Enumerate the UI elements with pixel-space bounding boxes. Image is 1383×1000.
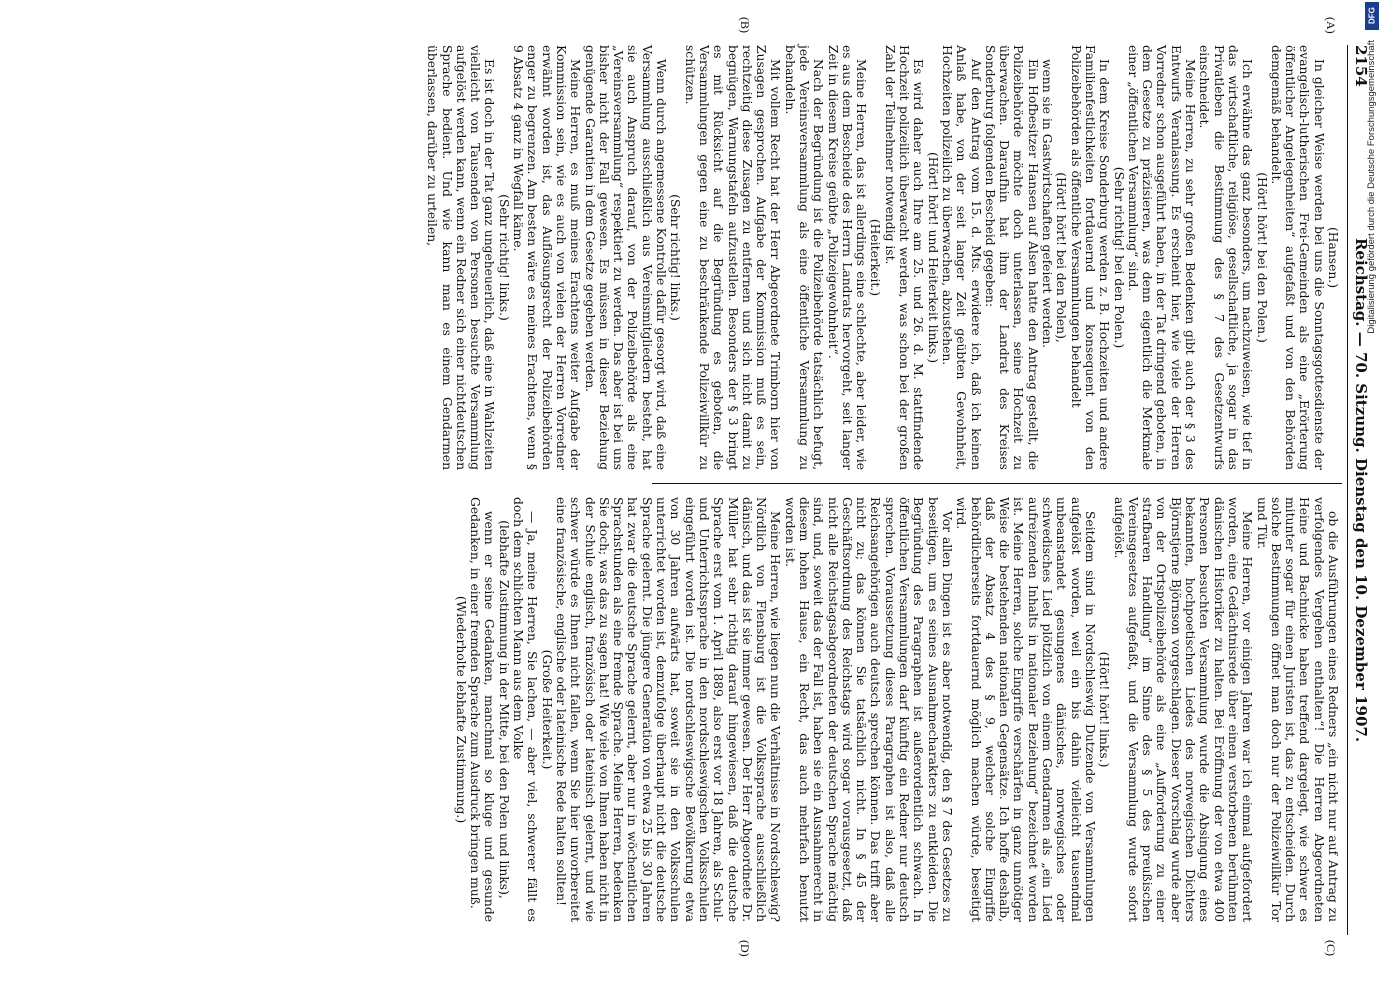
column-divider — [652, 483, 1342, 484]
paragraph: Es wird daher auch Ihre am 25. und 26. d. M. stattfindende Hochzeit polizeilich überwacht werden, was schon bei der großen Zahl der Teilnehmer notwendig ist. — [882, 45, 926, 470]
paragraph: (Wiederholte lebhafte Zustimmung.) — [453, 595, 468, 824]
left-column — [425, 45, 1340, 470]
paragraph: Mit vollem Recht hat der Herr Abgeordnete Trimborn hier von Zusagen gesprochen. Aufgabe der Kommission muß es sein, rechtzeitig diese Zusagen zu entfernen und sich nicht damit zu begnügen, Warnungstafeln aufzustellen. Besonders der § 3 bringt es mit Rücksicht auf die Begründung es geboten, die Versammlungen gegen eine zu beschränkende Polizeiwillkür zu schützen. — [682, 45, 783, 470]
paragraph: ob die Ausführungen eines Redners „ein nicht nur auf Antrag zu verfolgendes Vergehen enthalten“! Die Herren Abgeordneten Heine und Bachnicke haben treffend dargelegt, wie schwer es mitunter sogar für einen Juristen ist, das zu entscheiden. Durch solche Bestimmungen öffnet man doch nur der Polizeiwillkür Tor und Tür. — [1254, 497, 1340, 922]
paragraph: Meine Herren, zu sehr großen Bedenken gibt auch der § 3 des Entwurfs Veranlassung. Es erscheint hier, wie viele der Herren Vorredner schon ausgeführt haben, in der Tat dringend geboten, in dem Gesetze zu präzisieren, was denn eigentlich die Merkmale einer „öffentlichen Versammlung“ sind. — [1125, 45, 1198, 470]
paragraph: (Sehr richtig! bei den Polen.) — [1111, 166, 1126, 349]
paragraph: Nach der Begründung ist die Polizeibehörde tatsächlich befugt, jede Vereinsversammlung als eine öffentliche Versammlung zu behandeln. — [782, 45, 826, 470]
margin-marker-a: (A) — [1324, 17, 1338, 34]
paragraph: Seitdem sind in Nordschleswig Dutzende von Versammlungen aufgelöst worden, weil ein bis dahin vielleicht tausendmal unbeanstandet gesungenes dänisches, norwegisches oder schwedisches Lied plötzlich von einem Gendarmen als „ein Lied aufreizenden Inhalts in nationaler Beziehung“ bezeichnet worden ist. Meine Herren, solche Eingriffe verschärfen in ganz unnötiger Weise die bestehenden nationalen Gegensätze. Ich hoffe deshalb, daß der Absatz 4 des § 9, welcher solche Eingriffe behördlicherseits fortdauernd möglich machen würde, beseitigt wird. — [954, 497, 1097, 922]
paragraph: (Hört! hört! bei den Polen), — [1054, 172, 1069, 343]
paragraph: Es ist doch in der Tat ganz ungeheuerlich, daß eine in Wahlzeiten vielleicht von Tausenden von Personen besuchte Versammlung aufgelöst werden kann, wenn ein Redner sich einer nichtdeutschen Sprache bedient. Und wie kann man es einem Gendarmen überlassen, darüber zu urteilen, — [425, 45, 497, 470]
paragraph: wenn sie in Gastwirtschaften gefeiert werden. — [1040, 59, 1055, 349]
margin-marker-c: (C) — [1324, 940, 1338, 956]
paragraph: Wenn durch angemessene Kontrolle dafür gesorgt wird, daß eine Versammlung ausschließlich aus Vereinsmitgliedern besteht, hat sie auch Anspruch darauf, von der Polizeibehörde als eine „Vereinsversammlung“ respektiert zu werden. Das aber ist bei uns bisher nicht der Fall gewesen. Es müssen in dieser Beziehung genügende Garantien in dem Gesetze gegeben werden. — [582, 45, 669, 470]
paragraph: (Sehr richtig! links.) — [668, 194, 683, 321]
paragraph: Ein Hofbesitzer Hansen auf Alsen hatte den Antrag gestellt, die Polizeibehörde möchte doch unterlassen, seine Hochzeit zu überwachen. Daraufhin hat ihm der Landrat des Kreises Sonderburg folgenden Bescheid gegeben: — [982, 45, 1040, 470]
digitization-credit: Digitalisierung gefördert durch die Deutsche Forschungsgemeinschaft — [1366, 40, 1377, 334]
paragraph: (Hört! hört! links.) — [1097, 651, 1112, 768]
paragraph: Meine Herren, vor einigen Jahren war ich einmal aufgefordert worden, eine Gedächtnisrede über einen verstorbenen berühmten dänischen Historiker zu halten. Bei Eröffnung der von etwa 400 Personen besuchten Versammlung wurde die Absingung eines bekannten, hochpoetischen Liedes des norwegischen Dichters Björnstjerne Björnson vorgeschlagen. Dieser Vorschlag wurde aber von der Ortspolizeibehörde als eine „Aufforderung zu einer strafbaren Handlung“ im Sinne des § 5 des preußischen Vereinsgesetzes aufgefaßt, und die Versammlung wurde sofort aufgelöst. — [1111, 497, 1255, 922]
paragraph: (Große Heiterkeit.) — [539, 649, 554, 770]
paragraph: Meine Herren, es muß meines Erachtens weiter Aufgabe der Kommission sein, wie es auch von vielen der Herren Vorredner erwähnt worden ist, das Auflösungsrecht der Polizeibehörden enger zu begrenzen. Am besten wäre es meines Erachtens, wenn § 9 Absatz 4 ganz in Wegfall käme. — [511, 45, 583, 470]
paragraph: Ich erwähne das ganz besonders, um nachzuweisen, wie tief in das wirtschaftliche, religiöse, gesellschaftliche, ja sogar in das Privatleben die Bestimmung des § 7 des Gesetzentwurfs einschneidet. — [1197, 45, 1255, 470]
margin-marker-d: (D) — [738, 940, 752, 957]
document-page — [130, 17, 1370, 957]
paragraph: (Hört! hört! und Heiterkeit links.) — [925, 151, 940, 363]
header-title: Reichstag. — 70. Sitzung. Dienstag den 10. Dezember 1907. — [1352, 237, 1370, 743]
right-column — [454, 497, 1340, 922]
paragraph: (lebhafte Zustimmung in der Mitte, bei den Polen und links), — [496, 520, 511, 899]
paragraph: In gleicher Weise werden bei uns die Sonntagsgottesdienste der evangelisch-lutherischen Frei-Gemeinden als eine „Erörterung öffentlicher Angelegenheiten“ aufgefaßt und von den Behörden demgemäß behandelt. — [1268, 45, 1326, 470]
dfg-logo: DFG — [1365, 2, 1379, 30]
paragraph: Meine Herren, wie liegen nun die Verhältnisse in Nordschleswig? Nördlich von Flensburg ist die Volkssprache ausschließlich dänisch, und das ist sie immer gewesen. Der Herr Abgeordnete Dr. Müller hat sehr richtig darauf hingewiesen, daß die deutsche Sprache erst vom 1. April 1889, also erst vor 18 Jahren, als Schul- und Unterrichtssprache in den nordschleswigschen Volksschulen eingeführt worden ist. Die nordschleswigsche Bevölkerung etwa von 30 Jahren aufwärts hat, soweit sie in den Volksschulen unterrichtet worden ist, demzufolge überhaupt nicht die deutsche Sprache gelernt. Die jüngere Generation von etwa 25 bis 30 Jahren hat zwar die deutsche Sprache gelernt, aber nur in wöchentlichen Sprachstunden als eine fremde Sprache. Meine Herren, bedenken Sie doch; was das zu sagen hat! Wie viele von Ihnen haben nicht in der Schule englisch, französisch oder lateinisch gelernt, und wie schwer würde es Ihnen nicht fallen, wenn Sie hier unvorbereitet eine französische, englische oder lateinische Rede halten sollten! — [553, 497, 783, 922]
paragraph: — Ja, meine Herren, Sie lachen, — aber viel, schwerer fällt es doch dem schlichten Mann aus dem Volke — [511, 497, 540, 922]
paragraph: wenn er seine Gedanken, manchmal so kluge und gesunde Gedanken, in einer fremden Sprache zum Ausdruck bringen muß. — [468, 497, 497, 922]
page-number: 2154 — [1352, 45, 1370, 87]
paragraph: (Hansen.) — [1326, 227, 1340, 288]
paragraph: (Hört! hört! bei den Polen.) — [1254, 172, 1269, 343]
paragraph: Vor allen Dingen ist es aber notwendig, den § 7 des Gesetzes zu beseitigen, um es seines Ausnahmecharakters zu entkleiden. Die Begründung des Paragraphen ist außerordentlich schwach. In öffentlichen Versammlungen darf künftig ein Redner nur deutsch sprechen. Voraussetzung dieses Paragraphen ist also, daß alle Reichsangehörigen auch deutsch sprechen können. Das trifft aber nicht zu; das können Sie tatsächlich nicht. In § 45 der Geschäftsordnung des Reichstags wird sogar vorausgesetzt, daß nicht alle Reichstagsabgeordneten der deutschen Sprache mächtig sind, und, soweit das der Fall ist, haben sie ein Ausnahmerecht in diesem hohen Hause, ein Recht, das auch mehrfach benutzt worden ist. — [782, 497, 954, 922]
paragraph: In dem Kreise Sonderburg werden z. B. Hochzeiten und andere Familienfestlichkeiten fortdauernd und konsequent von den Polizeibehörden als öffentliche Versammlungen behandelt — [1068, 45, 1112, 470]
paragraph: Auf den Antrag vom 15. d. Mts. erwidere ich, daß ich keinen Anlaß habe, von der seit langer Zeit geübten Gewohnheit, Hochzeiten polizeilich zu überwachen, abzustehen. — [939, 45, 983, 470]
margin-marker-b: (B) — [738, 17, 752, 33]
paragraph: (Heiterkeit.) — [868, 218, 883, 297]
paragraph: (Sehr richtig! links.) — [496, 194, 511, 321]
paragraph: Meine Herren, das ist allerdings eine schlechte, aber leider, wie es aus dem Bescheide des Herrn Landrats hervorgeht, seit langer Zeit in diesem Kreise geübte „Polizeigewohnheit“. — [825, 45, 869, 470]
